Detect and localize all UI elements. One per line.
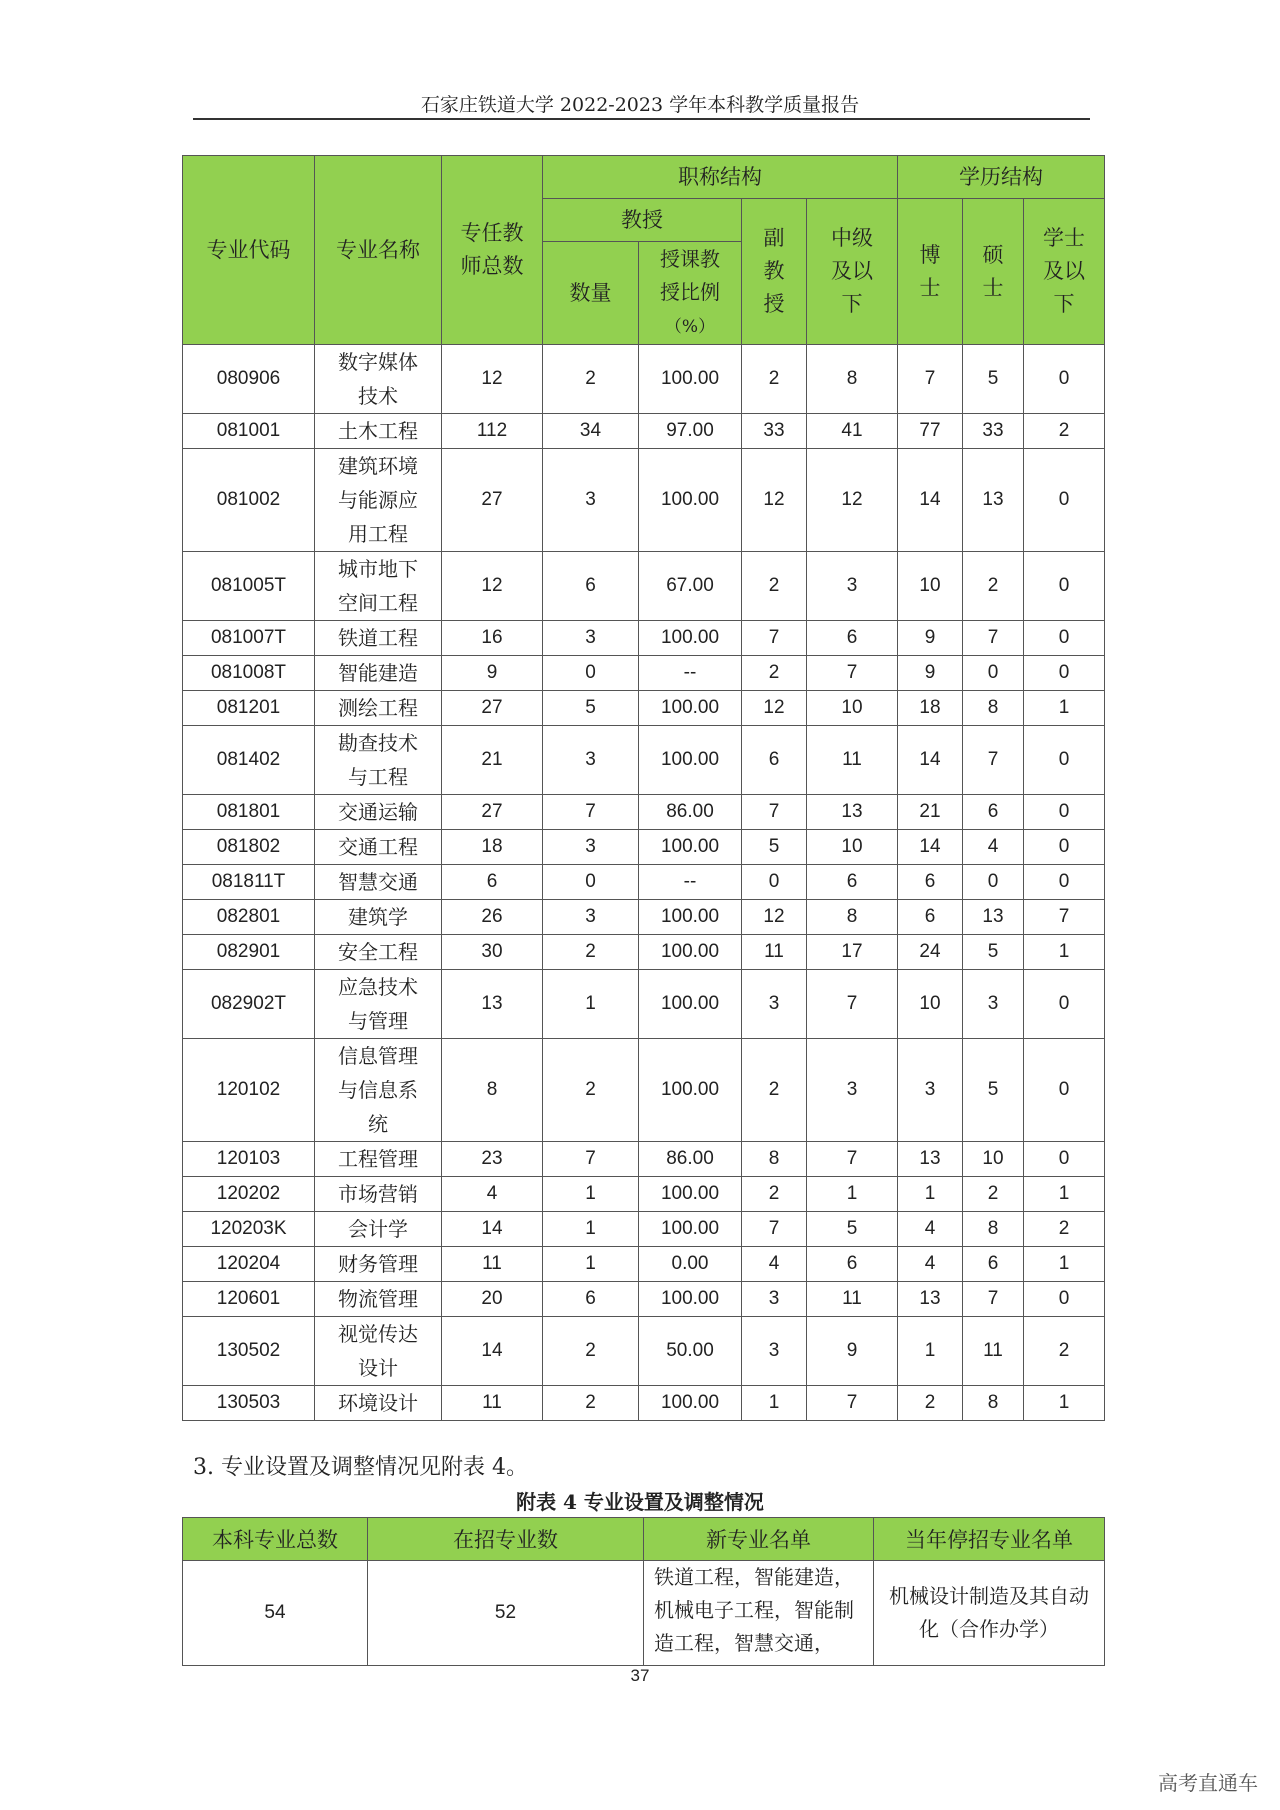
cell-master: 6 (963, 795, 1024, 830)
cell-faculty-total: 11 (442, 1386, 543, 1421)
cell-professor-count: 2 (543, 1039, 639, 1142)
table-row (183, 414, 1105, 449)
cell-major-code: 081801 (183, 795, 315, 830)
cell-faculty-total: 14 (442, 1212, 543, 1247)
cell-total-majors: 54 (183, 1561, 368, 1666)
cell-intermediate: 12 (807, 449, 898, 552)
cell-teaching-ratio: 100.00 (639, 691, 742, 726)
cell-doctor: 7 (898, 345, 963, 414)
cell-associate-professor: 6 (742, 726, 807, 795)
cell-teaching-ratio: 100.00 (639, 1177, 742, 1212)
cell-teaching-ratio: 100.00 (639, 830, 742, 865)
cell-teaching-ratio: 100.00 (639, 345, 742, 414)
cell-professor-count: 7 (543, 1142, 639, 1177)
cell-faculty-total: 6 (442, 865, 543, 900)
cell-faculty-total: 12 (442, 345, 543, 414)
cell-master: 2 (963, 552, 1024, 621)
cell-bachelor: 0 (1024, 1282, 1105, 1317)
cell-intermediate: 11 (807, 1282, 898, 1317)
cell-major-name: 市场营销 (315, 1177, 442, 1212)
cell-major-code: 120204 (183, 1247, 315, 1282)
cell-teaching-ratio: 100.00 (639, 1282, 742, 1317)
cell-associate-professor: 2 (742, 1177, 807, 1212)
cell-intermediate: 1 (807, 1177, 898, 1212)
cell-doctor: 4 (898, 1212, 963, 1247)
cell-major-code: 120601 (183, 1282, 315, 1317)
cell-intermediate: 10 (807, 830, 898, 865)
table-row (183, 1142, 1105, 1177)
table-row (183, 830, 1105, 865)
cell-major-code: 082902T (183, 970, 315, 1039)
cell-doctor: 9 (898, 656, 963, 691)
cell-intermediate: 8 (807, 900, 898, 935)
cell-faculty-total: 13 (442, 970, 543, 1039)
cell-major-code: 081811T (183, 865, 315, 900)
cell-associate-professor: 7 (742, 621, 807, 656)
table-row (183, 621, 1105, 656)
cell-teaching-ratio: 86.00 (639, 1142, 742, 1177)
cell-teaching-ratio: 100.00 (639, 970, 742, 1039)
header-divider (193, 118, 1090, 120)
cell-bachelor: 0 (1024, 970, 1105, 1039)
report-header-title: 石家庄铁道大学 2022-2023 学年本科教学质量报告 (420, 94, 860, 116)
cell-master: 13 (963, 900, 1024, 935)
header-major-name: 专业名称 (315, 156, 442, 345)
cell-associate-professor: 12 (742, 900, 807, 935)
header-associate-professor: 副教授 (742, 199, 807, 345)
cell-teaching-ratio: 100.00 (639, 1212, 742, 1247)
cell-professor-count: 6 (543, 552, 639, 621)
cell-bachelor: 0 (1024, 656, 1105, 691)
cell-bachelor: 7 (1024, 900, 1105, 935)
major-setting-table (182, 1517, 1105, 1666)
cell-teaching-ratio: 100.00 (639, 726, 742, 795)
cell-intermediate: 6 (807, 1247, 898, 1282)
table-row (183, 970, 1105, 1039)
table-row (183, 449, 1105, 552)
cell-associate-professor: 3 (742, 1317, 807, 1386)
cell-major-code: 081802 (183, 830, 315, 865)
cell-bachelor: 2 (1024, 1317, 1105, 1386)
cell-doctor: 14 (898, 449, 963, 552)
cell-professor-count: 3 (543, 900, 639, 935)
table-row (183, 865, 1105, 900)
cell-doctor: 1 (898, 1317, 963, 1386)
cell-bachelor: 0 (1024, 830, 1105, 865)
cell-bachelor: 0 (1024, 865, 1105, 900)
cell-faculty-total: 112 (442, 414, 543, 449)
cell-doctor: 24 (898, 935, 963, 970)
header-major-code: 专业代码 (183, 156, 315, 345)
cell-doctor: 21 (898, 795, 963, 830)
cell-associate-professor: 12 (742, 449, 807, 552)
cell-intermediate: 7 (807, 656, 898, 691)
cell-associate-professor: 4 (742, 1247, 807, 1282)
header-teaching-ratio: 授课教授比例 （%） (639, 242, 742, 345)
header-doctor: 博士 (898, 199, 963, 345)
cell-major-name: 土木工程 (315, 414, 442, 449)
cell-professor-count: 2 (543, 1386, 639, 1421)
cell-intermediate: 6 (807, 621, 898, 656)
cell-intermediate: 17 (807, 935, 898, 970)
cell-major-name: 应急技术与管理 (315, 970, 442, 1039)
header-new-majors: 新专业名单 (644, 1518, 874, 1561)
cell-associate-professor: 7 (742, 795, 807, 830)
cell-professor-count: 2 (543, 935, 639, 970)
cell-intermediate: 11 (807, 726, 898, 795)
cell-major-name: 会计学 (315, 1212, 442, 1247)
cell-teaching-ratio: 100.00 (639, 621, 742, 656)
cell-doctor: 2 (898, 1386, 963, 1421)
table4-caption: 附表 4 专业设置及调整情况 (516, 1490, 764, 1514)
cell-bachelor: 0 (1024, 449, 1105, 552)
cell-major-name: 勘查技术与工程 (315, 726, 442, 795)
cell-master: 6 (963, 1247, 1024, 1282)
cell-professor-count: 1 (543, 1212, 639, 1247)
cell-faculty-total: 9 (442, 656, 543, 691)
table-row (183, 1247, 1105, 1282)
cell-master: 5 (963, 1039, 1024, 1142)
cell-professor-count: 34 (543, 414, 639, 449)
cell-major-name: 铁道工程 (315, 621, 442, 656)
cell-major-name: 安全工程 (315, 935, 442, 970)
cell-master: 11 (963, 1317, 1024, 1386)
cell-master: 33 (963, 414, 1024, 449)
table-row (183, 1317, 1105, 1386)
cell-major-code: 081402 (183, 726, 315, 795)
cell-faculty-total: 21 (442, 726, 543, 795)
cell-major-name: 工程管理 (315, 1142, 442, 1177)
cell-intermediate: 8 (807, 345, 898, 414)
cell-master: 0 (963, 656, 1024, 691)
table-row (183, 900, 1105, 935)
cell-doctor: 1 (898, 1177, 963, 1212)
header-bachelor: 学士及以下 (1024, 199, 1105, 345)
table-row (183, 1561, 1105, 1666)
cell-major-code: 130503 (183, 1386, 315, 1421)
cell-teaching-ratio: 100.00 (639, 449, 742, 552)
cell-bachelor: 2 (1024, 414, 1105, 449)
table-row (183, 1212, 1105, 1247)
cell-new-majors: 铁道工程，智能建造，机械电子工程，智能制造工程，智慧交通， (644, 1561, 874, 1666)
cell-major-name: 信息管理与信息系统 (315, 1039, 442, 1142)
cell-associate-professor: 3 (742, 1282, 807, 1317)
cell-bachelor: 1 (1024, 1177, 1105, 1212)
cell-professor-count: 3 (543, 449, 639, 552)
cell-professor-count: 2 (543, 345, 639, 414)
header-degree-structure: 学历结构 (898, 156, 1105, 199)
cell-major-name: 测绘工程 (315, 691, 442, 726)
cell-major-code: 081008T (183, 656, 315, 691)
cell-intermediate: 10 (807, 691, 898, 726)
table-row (183, 1386, 1105, 1421)
cell-associate-professor: 1 (742, 1386, 807, 1421)
header-professor-count: 数量 (543, 242, 639, 345)
cell-master: 7 (963, 621, 1024, 656)
cell-faculty-total: 8 (442, 1039, 543, 1142)
cell-doctor: 13 (898, 1282, 963, 1317)
cell-teaching-ratio: -- (639, 865, 742, 900)
cell-master: 2 (963, 1177, 1024, 1212)
cell-stopped-majors: 机械设计制造及其自动化（合作办学） (874, 1561, 1105, 1666)
cell-teaching-ratio: 100.00 (639, 900, 742, 935)
cell-bachelor: 1 (1024, 1386, 1105, 1421)
cell-master: 8 (963, 1212, 1024, 1247)
cell-intermediate: 13 (807, 795, 898, 830)
cell-faculty-total: 27 (442, 449, 543, 552)
cell-faculty-total: 16 (442, 621, 543, 656)
cell-major-code: 081201 (183, 691, 315, 726)
cell-bachelor: 0 (1024, 345, 1105, 414)
cell-intermediate: 5 (807, 1212, 898, 1247)
cell-doctor: 77 (898, 414, 963, 449)
cell-bachelor: 0 (1024, 1142, 1105, 1177)
cell-associate-professor: 7 (742, 1212, 807, 1247)
cell-doctor: 10 (898, 552, 963, 621)
cell-teaching-ratio: 86.00 (639, 795, 742, 830)
cell-master: 10 (963, 1142, 1024, 1177)
cell-intermediate: 3 (807, 1039, 898, 1142)
cell-associate-professor: 8 (742, 1142, 807, 1177)
cell-associate-professor: 2 (742, 1039, 807, 1142)
cell-master: 4 (963, 830, 1024, 865)
cell-associate-professor: 0 (742, 865, 807, 900)
table-row (183, 656, 1105, 691)
cell-teaching-ratio: -- (639, 656, 742, 691)
cell-intermediate: 7 (807, 1142, 898, 1177)
cell-teaching-ratio: 50.00 (639, 1317, 742, 1386)
cell-associate-professor: 11 (742, 935, 807, 970)
header-stopped-majors: 当年停招专业名单 (874, 1518, 1105, 1561)
table-row (183, 795, 1105, 830)
cell-associate-professor: 3 (742, 970, 807, 1039)
cell-major-name: 物流管理 (315, 1282, 442, 1317)
cell-master: 8 (963, 691, 1024, 726)
header-total-majors: 本科专业总数 (183, 1518, 368, 1561)
cell-professor-count: 1 (543, 970, 639, 1039)
cell-major-name: 数字媒体技术 (315, 345, 442, 414)
cell-intermediate: 7 (807, 970, 898, 1039)
table-row (183, 691, 1105, 726)
cell-doctor: 3 (898, 1039, 963, 1142)
cell-doctor: 10 (898, 970, 963, 1039)
cell-bachelor: 1 (1024, 1247, 1105, 1282)
cell-major-code: 081007T (183, 621, 315, 656)
section-heading: 3. 专业设置及调整情况见附表 4。 (193, 1455, 528, 1480)
cell-major-code: 082801 (183, 900, 315, 935)
cell-intermediate: 6 (807, 865, 898, 900)
cell-master: 7 (963, 726, 1024, 795)
cell-major-name: 建筑环境与能源应用工程 (315, 449, 442, 552)
cell-master: 5 (963, 935, 1024, 970)
table-row (183, 935, 1105, 970)
cell-professor-count: 3 (543, 830, 639, 865)
table-row (183, 552, 1105, 621)
cell-associate-professor: 33 (742, 414, 807, 449)
table-row (183, 1039, 1105, 1142)
cell-faculty-total: 27 (442, 691, 543, 726)
cell-master: 3 (963, 970, 1024, 1039)
cell-faculty-total: 27 (442, 795, 543, 830)
cell-teaching-ratio: 0.00 (639, 1247, 742, 1282)
cell-doctor: 14 (898, 726, 963, 795)
cell-associate-professor: 2 (742, 552, 807, 621)
header-faculty-total: 专任教师总数 (442, 156, 543, 345)
cell-professor-count: 3 (543, 621, 639, 656)
cell-faculty-total: 12 (442, 552, 543, 621)
cell-doctor: 6 (898, 900, 963, 935)
cell-major-code: 081002 (183, 449, 315, 552)
cell-faculty-total: 23 (442, 1142, 543, 1177)
cell-professor-count: 1 (543, 1247, 639, 1282)
cell-intermediate: 3 (807, 552, 898, 621)
cell-major-name: 视觉传达设计 (315, 1317, 442, 1386)
cell-faculty-total: 30 (442, 935, 543, 970)
cell-teaching-ratio: 100.00 (639, 1386, 742, 1421)
cell-major-name: 城市地下空间工程 (315, 552, 442, 621)
page-number: 37 (630, 1666, 650, 1685)
cell-doctor: 9 (898, 621, 963, 656)
cell-professor-count: 0 (543, 656, 639, 691)
cell-major-name: 环境设计 (315, 1386, 442, 1421)
cell-professor-count: 7 (543, 795, 639, 830)
cell-doctor: 4 (898, 1247, 963, 1282)
cell-major-code: 130502 (183, 1317, 315, 1386)
cell-major-code: 120103 (183, 1142, 315, 1177)
cell-faculty-total: 14 (442, 1317, 543, 1386)
header-master: 硕士 (963, 199, 1024, 345)
cell-teaching-ratio: 97.00 (639, 414, 742, 449)
header-professor: 教授 (543, 199, 742, 242)
cell-professor-count: 0 (543, 865, 639, 900)
cell-major-code: 081001 (183, 414, 315, 449)
cell-major-name: 智慧交通 (315, 865, 442, 900)
cell-bachelor: 0 (1024, 795, 1105, 830)
cell-master: 8 (963, 1386, 1024, 1421)
cell-faculty-total: 20 (442, 1282, 543, 1317)
cell-master: 13 (963, 449, 1024, 552)
cell-faculty-total: 11 (442, 1247, 543, 1282)
cell-doctor: 13 (898, 1142, 963, 1177)
cell-faculty-total: 18 (442, 830, 543, 865)
cell-teaching-ratio: 67.00 (639, 552, 742, 621)
table-row (183, 345, 1105, 414)
header-enrolling-majors: 在招专业数 (368, 1518, 644, 1561)
cell-teaching-ratio: 100.00 (639, 1039, 742, 1142)
cell-bachelor: 0 (1024, 726, 1105, 795)
header-ratio-unit: （%） (664, 316, 716, 337)
cell-associate-professor: 2 (742, 345, 807, 414)
cell-professor-count: 1 (543, 1177, 639, 1212)
cell-master: 7 (963, 1282, 1024, 1317)
cell-major-name: 交通运输 (315, 795, 442, 830)
cell-faculty-total: 4 (442, 1177, 543, 1212)
faculty-structure-table (182, 155, 1105, 1421)
cell-major-code: 120202 (183, 1177, 315, 1212)
cell-associate-professor: 12 (742, 691, 807, 726)
cell-master: 0 (963, 865, 1024, 900)
cell-bachelor: 1 (1024, 691, 1105, 726)
cell-major-name: 财务管理 (315, 1247, 442, 1282)
header-title-structure: 职称结构 (543, 156, 898, 199)
cell-intermediate: 41 (807, 414, 898, 449)
cell-bachelor: 2 (1024, 1212, 1105, 1247)
table-row (183, 1282, 1105, 1317)
cell-bachelor: 0 (1024, 552, 1105, 621)
cell-professor-count: 2 (543, 1317, 639, 1386)
table-row (183, 1177, 1105, 1212)
cell-major-code: 080906 (183, 345, 315, 414)
cell-associate-professor: 2 (742, 656, 807, 691)
cell-doctor: 14 (898, 830, 963, 865)
cell-professor-count: 6 (543, 1282, 639, 1317)
cell-intermediate: 7 (807, 1386, 898, 1421)
cell-major-code: 120203K (183, 1212, 315, 1247)
cell-major-name: 建筑学 (315, 900, 442, 935)
cell-bachelor: 0 (1024, 1039, 1105, 1142)
cell-associate-professor: 5 (742, 830, 807, 865)
cell-major-code: 082901 (183, 935, 315, 970)
cell-professor-count: 5 (543, 691, 639, 726)
cell-bachelor: 1 (1024, 935, 1105, 970)
cell-doctor: 18 (898, 691, 963, 726)
cell-major-name: 智能建造 (315, 656, 442, 691)
cell-professor-count: 3 (543, 726, 639, 795)
cell-teaching-ratio: 100.00 (639, 935, 742, 970)
cell-master: 5 (963, 345, 1024, 414)
cell-faculty-total: 26 (442, 900, 543, 935)
cell-major-name: 交通工程 (315, 830, 442, 865)
cell-doctor: 6 (898, 865, 963, 900)
cell-enrolling-majors: 52 (368, 1561, 644, 1666)
watermark-text: 高考直通车 (1158, 1771, 1258, 1795)
cell-intermediate: 9 (807, 1317, 898, 1386)
cell-major-code: 081005T (183, 552, 315, 621)
header-intermediate: 中级及以下 (807, 199, 898, 345)
table-row (183, 726, 1105, 795)
cell-major-code: 120102 (183, 1039, 315, 1142)
cell-bachelor: 0 (1024, 621, 1105, 656)
